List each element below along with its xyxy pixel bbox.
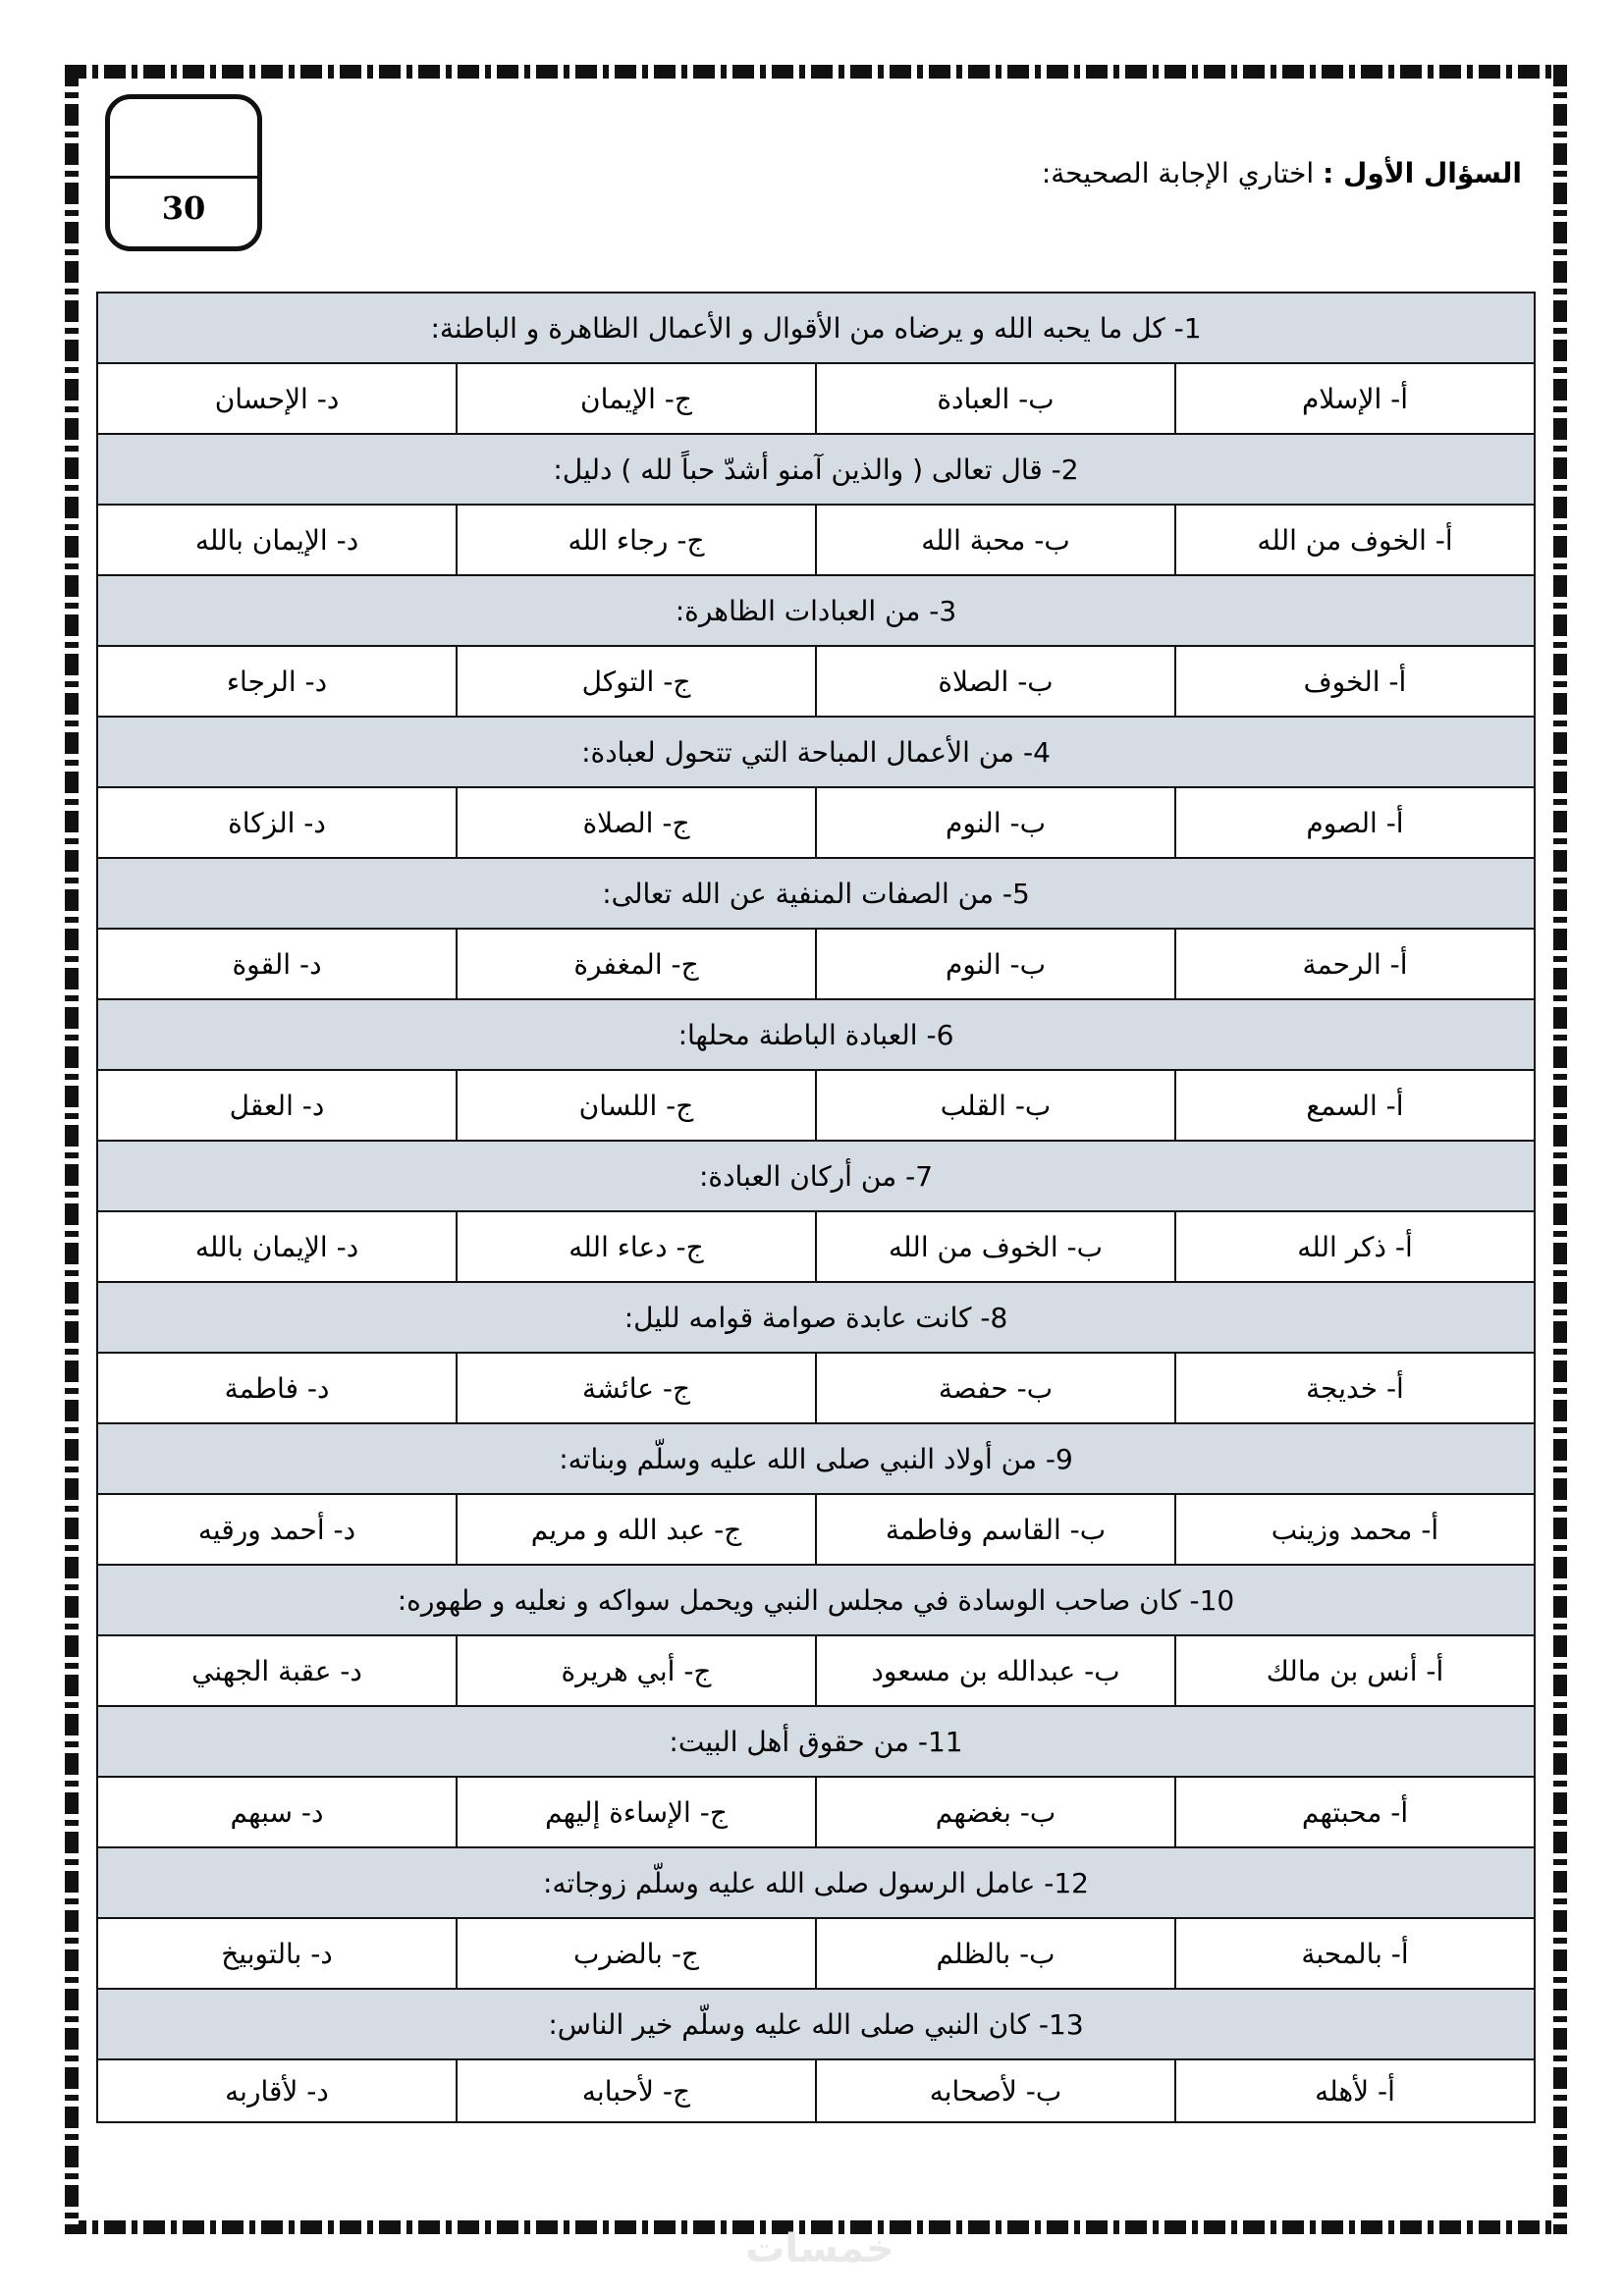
option-a[interactable]: أ- الخوف [1175,646,1535,717]
question-row [97,434,1535,505]
options-row [97,929,1535,999]
option-c[interactable]: ج- رجاء الله [457,505,816,575]
page-border-left [65,65,79,2234]
option-a[interactable]: أ- بالمحبة [1175,1918,1535,1989]
options-row [97,1918,1535,1989]
option-a[interactable]: أ- أنس بن مالك [1175,1635,1535,1706]
page-border-right [1553,65,1567,2234]
option-c[interactable]: ج- التوكل [457,646,816,717]
options-row [97,1494,1535,1565]
option-b[interactable]: ب- عبدالله بن مسعود [816,1635,1175,1706]
question-row [97,1847,1535,1918]
option-b[interactable]: ب- لأصحابه [816,2059,1175,2122]
option-a[interactable]: أ- ذكر الله [1175,1211,1535,1282]
option-d[interactable]: د- سبهم [97,1777,457,1847]
option-a[interactable]: أ- السمع [1175,1070,1535,1141]
question-text: 7- من أركان العبادة: [97,1141,1535,1211]
question-row [97,1706,1535,1777]
question-text: 6- العبادة الباطنة محلها: [97,999,1535,1070]
option-b[interactable]: ب- الصلاة [816,646,1175,717]
option-d[interactable]: د- الإيمان بالله [97,1211,457,1282]
option-b[interactable]: ب- الخوف من الله [816,1211,1175,1282]
question-row [97,293,1535,363]
option-c[interactable]: ج- دعاء الله [457,1211,816,1282]
option-d[interactable]: د- القوة [97,929,457,999]
question-row [97,717,1535,787]
question-text: 3- من العبادات الظاهرة: [97,575,1535,646]
score-box-divider [110,176,257,179]
question-row [97,575,1535,646]
option-d[interactable]: د- الرجاء [97,646,457,717]
question-row [97,1141,1535,1211]
question-text: 2- قال تعالى ( والذين آمنو أشدّ حباً لله ) دليل: [97,434,1535,505]
question-text: 10- كان صاحب الوسادة في مجلس النبي ويحمل سواكه و نعليه و طهوره: [97,1565,1535,1635]
question-text: 13- كان النبي صلى الله عليه وسلّم خير الناس: [97,1989,1535,2059]
options-row [97,1211,1535,1282]
quiz-table [96,292,1536,2123]
question-text: 12- عامل الرسول صلى الله عليه وسلّم زوجاته: [97,1847,1535,1918]
option-d[interactable]: د- العقل [97,1070,457,1141]
option-c[interactable]: ج- الإيمان [457,363,816,434]
option-a[interactable]: أ- خديجة [1175,1353,1535,1423]
option-c[interactable]: ج- المغفرة [457,929,816,999]
score-value: 30 [161,189,206,227]
question-row [97,858,1535,929]
option-b[interactable]: ب- حفصة [816,1353,1175,1423]
question-text: 5- من الصفات المنفية عن الله تعالى: [97,858,1535,929]
option-b[interactable]: ب- محبة الله [816,505,1175,575]
question-text: 1- كل ما يحبه الله و يرضاه من الأقوال و الأعمال الظاهرة و الباطنة: [97,293,1535,363]
question-heading-label: السؤال الأول : [1323,157,1522,189]
option-c[interactable]: ج- عائشة [457,1353,816,1423]
option-a[interactable]: أ- محمد وزينب [1175,1494,1535,1565]
page-border-top [65,65,1567,79]
option-d[interactable]: د- الإيمان بالله [97,505,457,575]
option-c[interactable]: ج- الإساءة إليهم [457,1777,816,1847]
question-row [97,1423,1535,1494]
option-d[interactable]: د- عقبة الجهني [97,1635,457,1706]
option-a[interactable]: أ- محبتهم [1175,1777,1535,1847]
question-text: 11- من حقوق أهل البيت: [97,1706,1535,1777]
question-text: 4- من الأعمال المباحة التي تتحول لعبادة: [97,717,1535,787]
question-row [97,1282,1535,1353]
option-b[interactable]: ب- النوم [816,787,1175,858]
option-b[interactable]: ب- بغضهم [816,1777,1175,1847]
option-d[interactable]: د- بالتوبيخ [97,1918,457,1989]
option-c[interactable]: ج- الصلاة [457,787,816,858]
options-row [97,1635,1535,1706]
option-c[interactable]: ج- لأحبابه [457,2059,816,2122]
options-row [97,1070,1535,1141]
option-a[interactable]: أ- الرحمة [1175,929,1535,999]
option-c[interactable]: ج- اللسان [457,1070,816,1141]
options-row [97,1777,1535,1847]
question-row [97,1565,1535,1635]
option-b[interactable]: ب- العبادة [816,363,1175,434]
option-a[interactable]: أ- الخوف من الله [1175,505,1535,575]
option-b[interactable]: ب- القلب [816,1070,1175,1141]
option-d[interactable]: د- الزكاة [97,787,457,858]
option-b[interactable]: ب- القاسم وفاطمة [816,1494,1175,1565]
question-row [97,1989,1535,2059]
question-heading [1042,157,1522,189]
option-d[interactable]: د- أحمد ورقيه [97,1494,457,1565]
options-row [97,787,1535,858]
option-c[interactable]: ج- عبد الله و مريم [457,1494,816,1565]
options-row [97,505,1535,575]
watermark: خمسات [745,2226,894,2271]
option-b[interactable]: ب- النوم [816,929,1175,999]
question-text: 8- كانت عابدة صوامة قوامه لليل: [97,1282,1535,1353]
options-row [97,1353,1535,1423]
options-row [97,2059,1535,2122]
option-a[interactable]: أ- لأهله [1175,2059,1535,2122]
option-d[interactable]: د- لأقاربه [97,2059,457,2122]
option-d[interactable]: د- فاطمة [97,1353,457,1423]
option-b[interactable]: ب- بالظلم [816,1918,1175,1989]
option-c[interactable]: ج- بالضرب [457,1918,816,1989]
option-c[interactable]: ج- أبي هريرة [457,1635,816,1706]
options-row [97,646,1535,717]
question-text: 9- من أولاد النبي صلى الله عليه وسلّم وبناته: [97,1423,1535,1494]
option-d[interactable]: د- الإحسان [97,363,457,434]
question-heading-text: اختاري الإجابة الصحيحة: [1041,157,1315,189]
score-box [105,94,262,251]
question-row [97,999,1535,1070]
options-row [97,363,1535,434]
option-a[interactable]: أ- الصوم [1175,787,1535,858]
option-a[interactable]: أ- الإسلام [1175,363,1535,434]
